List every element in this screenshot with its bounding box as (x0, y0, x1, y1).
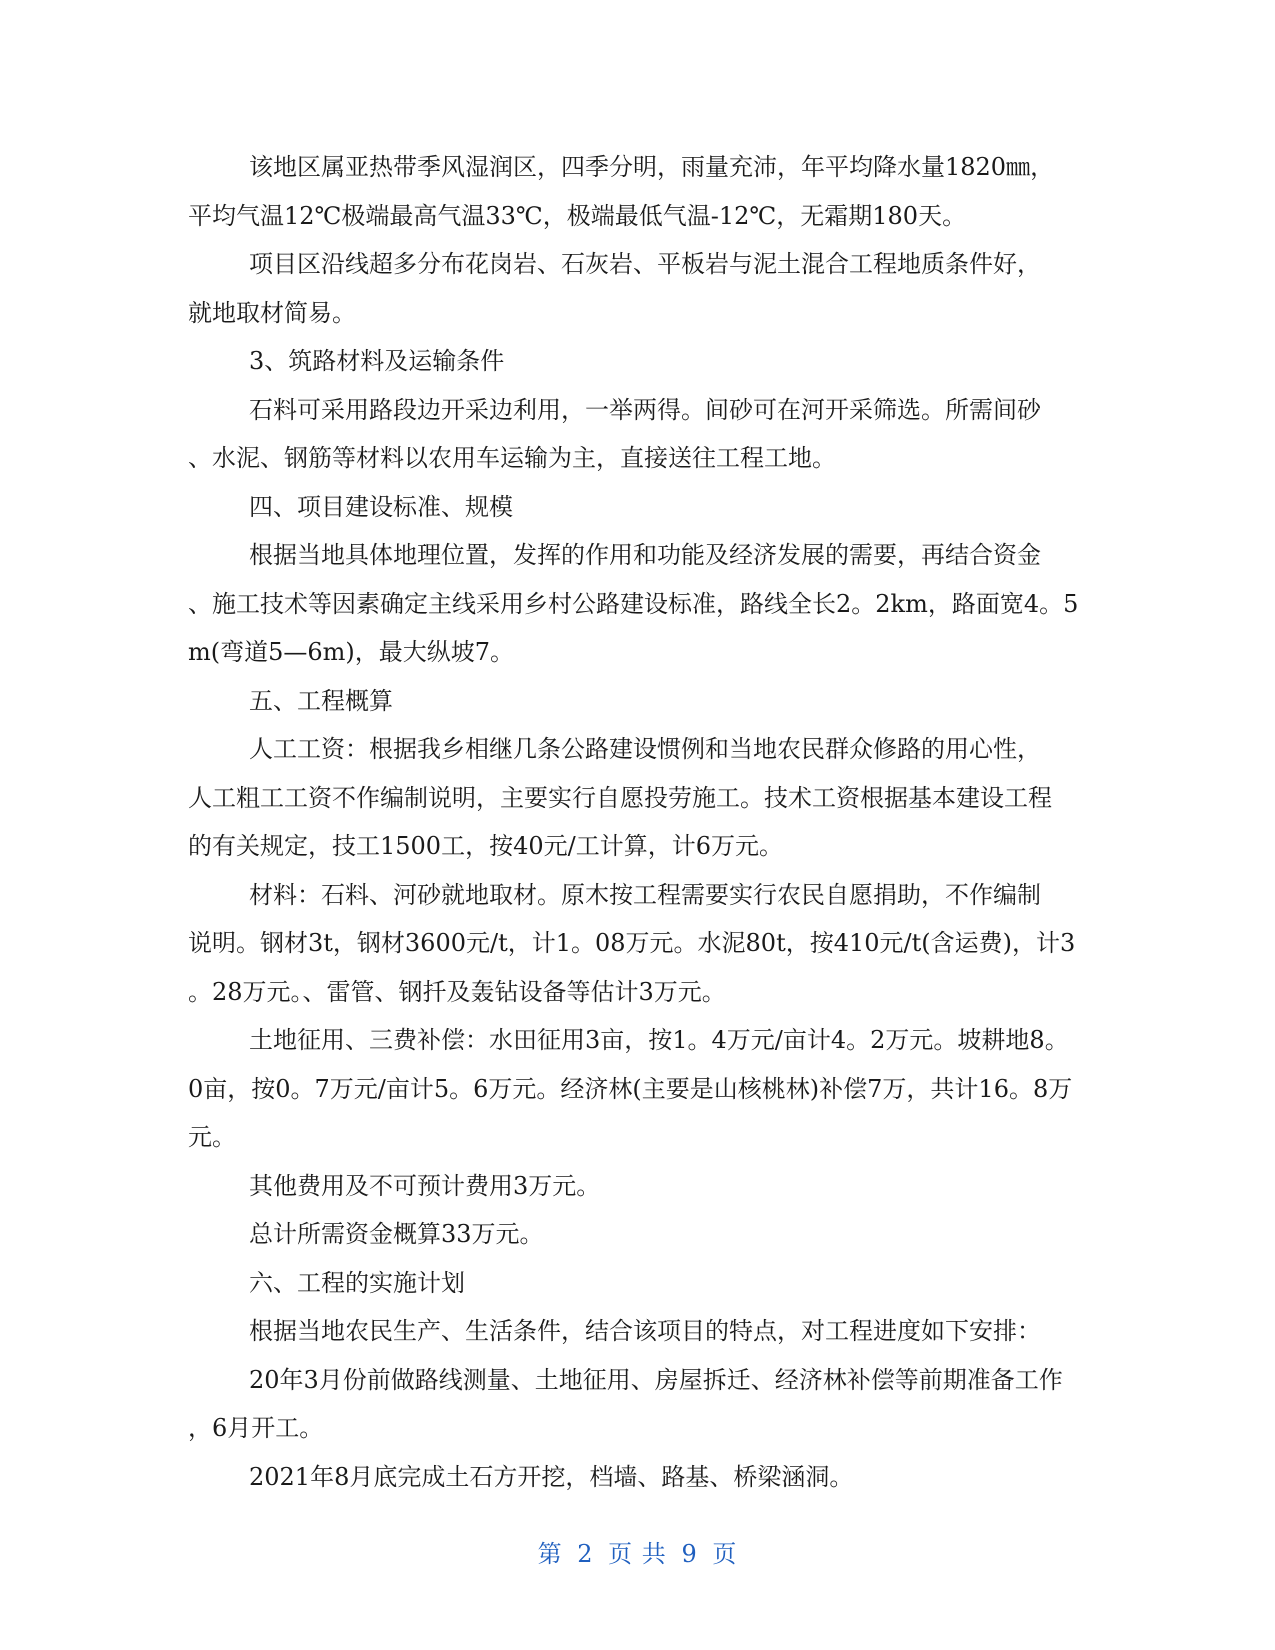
paragraph (188, 871, 1088, 1017)
paragraph (188, 725, 1088, 871)
paragraph-line: 项目区沿线超多分布花岗岩、石灰岩、平板岩与泥土混合工程地质条件好， (249, 250, 1041, 278)
paragraph-line: 人工工资：根据我乡相继几条公路建设惯例和当地农民群众修路的用心性， (249, 735, 1041, 763)
paragraph-line: 平均气温12℃极端最高气温33℃，极端最低气温-12℃，无霜期180天。 (188, 201, 967, 230)
paragraph-line: 就地取材简易。 (188, 298, 356, 327)
paragraph (188, 1259, 1088, 1308)
paragraph-line: 。28万元。、雷管、钢扦及轰钻设备等估计3万元。 (188, 977, 726, 1006)
paragraph-line: 根据当地农民生产、生活条件，结合该项目的特点，对工程进度如下安排： (249, 1317, 1041, 1345)
paragraph-line: 根据当地具体地理位置，发挥的作用和功能及经济发展的需要，再结合资金 (249, 541, 1041, 569)
footer-prefix: 第 (537, 1540, 563, 1568)
paragraph-line: 总计所需资金概算33万元。 (249, 1220, 544, 1248)
paragraph (188, 1162, 1088, 1211)
paragraph (188, 386, 1088, 483)
footer-page-number: 2 (577, 1540, 594, 1568)
paragraph-line: 其他费用及不可预计费用3万元。 (249, 1171, 601, 1200)
paragraph-line: 该地区属亚热带季风湿润区，四季分明，雨量充沛，年平均降水量1820㎜， (249, 153, 1055, 181)
paragraph-line: 、水泥、钢筋等材料以农用车运输为主，直接送往工程工地。 (188, 444, 836, 472)
footer-middle: 页 共 (608, 1540, 667, 1568)
paragraph (188, 337, 1088, 386)
paragraph (188, 531, 1088, 677)
footer-suffix: 页 (712, 1540, 738, 1568)
document-body (188, 143, 1088, 1501)
paragraph-line: 2021年8月底完成土石方开挖，档墙、路基、桥梁涵洞。 (249, 1462, 854, 1491)
paragraph-line: 人工粗工工资不作编制说明，主要实行自愿投劳施工。技术工资根据基本建设工程 (188, 783, 1052, 812)
paragraph (188, 240, 1088, 337)
paragraph-line: 四、项目建设标准、规模 (249, 492, 513, 521)
paragraph-line: 、施工技术等因素确定主线采用乡村公路建设标准，路线全长2。2km，路面宽4。5 (188, 589, 1079, 618)
paragraph-line: 0亩，按0。7万元/亩计5。6万元。经济林(主要是山核桃林)补偿7万，共计16。8万 (188, 1074, 1073, 1103)
paragraph (188, 1307, 1088, 1356)
paragraph (188, 1453, 1088, 1502)
paragraph (188, 1356, 1088, 1453)
paragraph-line: 材料：石料、河砂就地取材。原木按工程需要实行农民自愿捐助，不作编制 (249, 880, 1041, 909)
paragraph-line: ，6月开工。 (188, 1414, 324, 1442)
paragraph-line: m(弯道5—6m)，最大纵坡7。 (188, 638, 515, 666)
paragraph-line: 石料可采用路段边开采边利用，一举两得。间砂可在河开采筛选。所需间砂 (249, 395, 1041, 424)
paragraph (188, 677, 1088, 726)
paragraph (188, 143, 1088, 240)
paragraph-line: 六、工程的实施计划 (249, 1268, 465, 1297)
paragraph-line: 3、筑路材料及运输条件 (249, 347, 505, 375)
paragraph (188, 1016, 1088, 1162)
paragraph-line: 土地征用、三费补偿：水田征用3亩，按1。4万元/亩计4。2万元。坡耕地8。 (249, 1026, 1069, 1054)
paragraph-line: 20年3月份前做路线测量、土地征用、房屋拆迁、经济林补偿等前期准备工作 (249, 1365, 1063, 1394)
page-footer (0, 1534, 1275, 1569)
paragraph (188, 1210, 1088, 1259)
footer-total-pages: 9 (681, 1540, 698, 1568)
paragraph-line: 说明。钢材3t，钢材3600元/t，计1。08万元。水泥80t，按410元/t(含运费)，计3 (188, 929, 1076, 957)
paragraph-line: 元。 (188, 1123, 236, 1151)
paragraph-line: 的有关规定，技工1500工，按40元/工计算，计6万元。 (188, 832, 783, 860)
paragraph (188, 483, 1088, 532)
paragraph-line: 五、工程概算 (249, 686, 393, 715)
